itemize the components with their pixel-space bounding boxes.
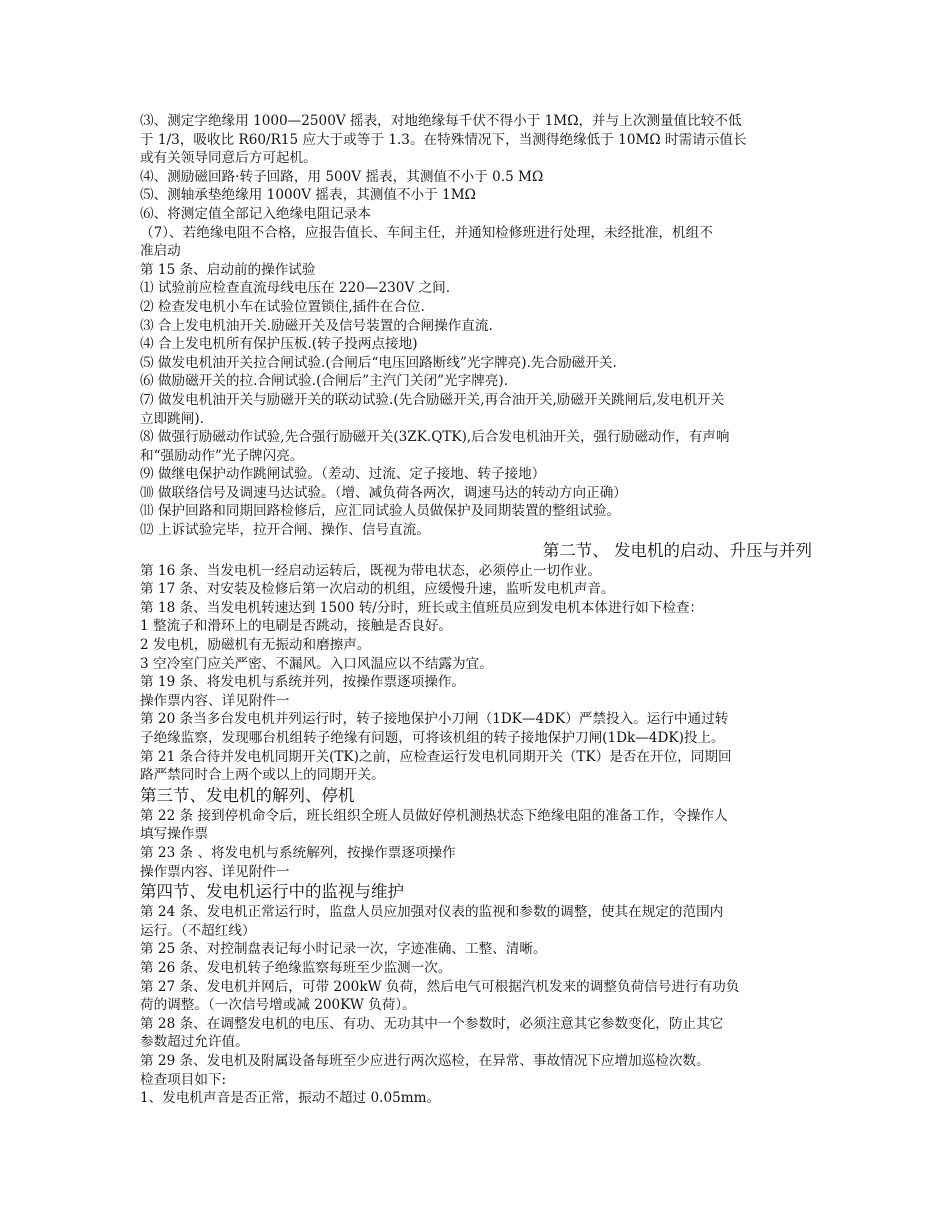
text-line: 第 22 条 接到停机命令后，班长组织全班人员做好停机测热状态下绝缘电阻的准备工作，令操作人: [140, 807, 728, 824]
text-line: 操作票内容、详见附件一: [140, 692, 290, 709]
text-line: ⑺ 做发电机油开关与励磁开关的联动试验.(先合励磁开关,再合油开关,励磁开关跳闸后,发电机开关: [140, 391, 725, 408]
text-line: ⑷、测励磁回路·转子回路，用 500V 摇表，其测值不小于 0.5 MΩ: [140, 168, 544, 185]
section2-body: [140, 562, 812, 785]
text-line: ⑸ 做发电机油开关拉合闸试验.(合闸后“电压回路断线”光字牌亮).先合励磁开关.: [140, 354, 617, 371]
text-line: 第 23 条 、将发电机与系统解列，按操作票逐项操作: [140, 844, 456, 861]
text-line: 第 28 条、在调整发电机的电压、有功、无功其中一个参数时，必须注意其它参数变化，防止其它: [140, 1015, 724, 1032]
section1-body: [140, 112, 812, 540]
text-line: 第 20 条当多台发电机并列运行时，转子接地保护小刀闸（1DK—4DK）严禁投入。运行中通过转: [140, 711, 729, 728]
text-line: 子绝缘监察，发现哪台机组转子绝缘有问题，可将该机组的转子接地保护刀闸(1Dk—4DK)投上。: [140, 730, 725, 746]
text-line: ⑾ 保护回路和同期回路检修后，应汇同试验人员做保护及同期装置的整组试验。: [140, 503, 621, 520]
text-line: 第 27 条、发电机并网后，可带 200kW 负荷，然后电气可根据汽机发来的调整负荷信号进行有功负: [140, 978, 740, 995]
text-line: ⑹、将测定值全部记入绝缘电阻记录本: [140, 205, 372, 222]
text-line: ⑶ 合上发电机油开关.励磁开关及信号装置的合闸操作直流.: [140, 317, 493, 334]
text-line: 3 空冷室门应关严密、不漏风。入口风温应以不结露为宜。: [140, 655, 493, 672]
text-line: 第 15 条、启动前的操作试验: [140, 261, 316, 278]
section3-heading: 第三节、发电机的解列、停机: [140, 785, 355, 805]
text-line: 检查项目如下:: [140, 1071, 227, 1088]
text-line: 路严禁同时合上两个或以上的同期开关。: [140, 767, 385, 784]
text-line: 准启动: [140, 243, 181, 260]
text-line: 2 发电机，励磁机有无振动和磨擦声。: [140, 637, 371, 654]
text-line: ⑿ 上诉试验完毕，拉开合闸、操作、信号直流。: [140, 522, 430, 539]
text-line: ⑸、测轴承垫绝缘用 1000V 摇表，其测值不小于 1MΩ: [140, 187, 476, 204]
text-line: 第 21 条合待并发电机同期开关(TK)之前，应检查运行发电机同期开关（TK）是否在开位，同期回: [140, 748, 732, 765]
text-line: 运行。（不超红线）: [140, 922, 256, 939]
section4-heading: 第四节、发电机运行中的监视与维护: [140, 882, 404, 902]
text-line: 第 26 条、发电机转子绝缘监察每班至少监测一次。: [140, 959, 452, 976]
text-line: 第 25 条、对控制盘表记每小时记录一次，字迹准确、工整、清晰。: [140, 941, 547, 958]
text-line: ⑽ 做联络信号及调速马达试验。（增、减负荷各两次，调速马达的转动方向正确）: [140, 484, 627, 501]
text-line: ⑷ 合上发电机所有保护压板.(转子投两点接地): [140, 336, 418, 353]
text-line: 第 24 条、发电机正常运行时，监盘人员应加强对仪表的监视和参数的调整，使其在规定的范围内: [140, 904, 724, 921]
text-line: 第 16 条、当发电机一经启动运转后，既视为带电状态，必须停止一切作业。: [140, 562, 601, 579]
section4-body: [140, 903, 812, 1108]
text-line: 操作票内容、详见附件一: [140, 863, 290, 880]
text-line: ⑼ 做继电保护动作跳闸试验。（差动、过流、定子接地、转子接地）: [140, 466, 546, 483]
text-line: （7）、若绝缘电阻不合格，应报告值长、车间主任，并通知检修班进行处理，未经批准，机组不: [140, 224, 713, 241]
text-line: ⑴ 试验前应检查直流母线电压在 220—230V 之间.: [140, 280, 451, 297]
document-page: [140, 112, 812, 1108]
section3-body: [140, 807, 812, 881]
text-line: 于 1/3，吸收比 R60/R15 应大于或等于 1.3。在特殊情况下，当测得绝缘低于 10MΩ 时需请示值长: [140, 131, 747, 148]
text-line: 第 19 条、将发电机与系统并列，按操作票逐项操作。: [140, 674, 466, 691]
text-line: 第 17 条、对安装及检修后第一次启动的机组，应缓慢升速，监听发电机声音。: [140, 581, 615, 598]
text-line: 立即跳闸).: [140, 410, 204, 427]
text-line: ⑵ 检查发电机小车在试验位置锁住,插件在合位.: [140, 298, 425, 315]
text-line: ⑶、测定字绝缘用 1000—2500V 摇表，对地绝缘每千伏不得小于 1MΩ，并与上次测量值比较不低: [140, 113, 742, 129]
text-line: 参数超过允许值。: [140, 1034, 249, 1051]
text-line: 1、发电机声音是否正常，振动不超过 0.05mm。: [140, 1090, 441, 1107]
text-line: 1 整流子和滑环上的电刷是否跳动，接触是否良好。: [140, 618, 453, 635]
text-line: 第 18 条、当发电机转速达到 1500 转/分时，班长或主值班员应到发电机本体进行如下检查：: [140, 599, 704, 616]
text-line: ⑻ 做强行励磁动作试验,先合强行励磁开关(3ZK.QTK),后合发电机油开关，强行励磁动作，有声响: [140, 429, 730, 446]
text-line: 和“强励动作”光子牌闪亮。: [140, 447, 304, 464]
text-line: ⑹ 做励磁开关的拉.合闸试验.(合闸后”主汽门关闭”光字牌亮).: [140, 373, 509, 390]
text-line: 荷的调整。（一次信号增或减 200KW 负荷）。: [140, 997, 416, 1014]
text-line: 第 29 条、发电机及附属设备每班至少应进行两次巡检，在异常、事故情况下应增加巡检次数。: [140, 1052, 710, 1069]
text-line: 填写操作票: [140, 826, 208, 843]
text-line: 或有关领导同意后方可起机。: [140, 150, 317, 167]
section2-heading: 第二节、 发电机的启动、升压与并列: [542, 540, 812, 560]
